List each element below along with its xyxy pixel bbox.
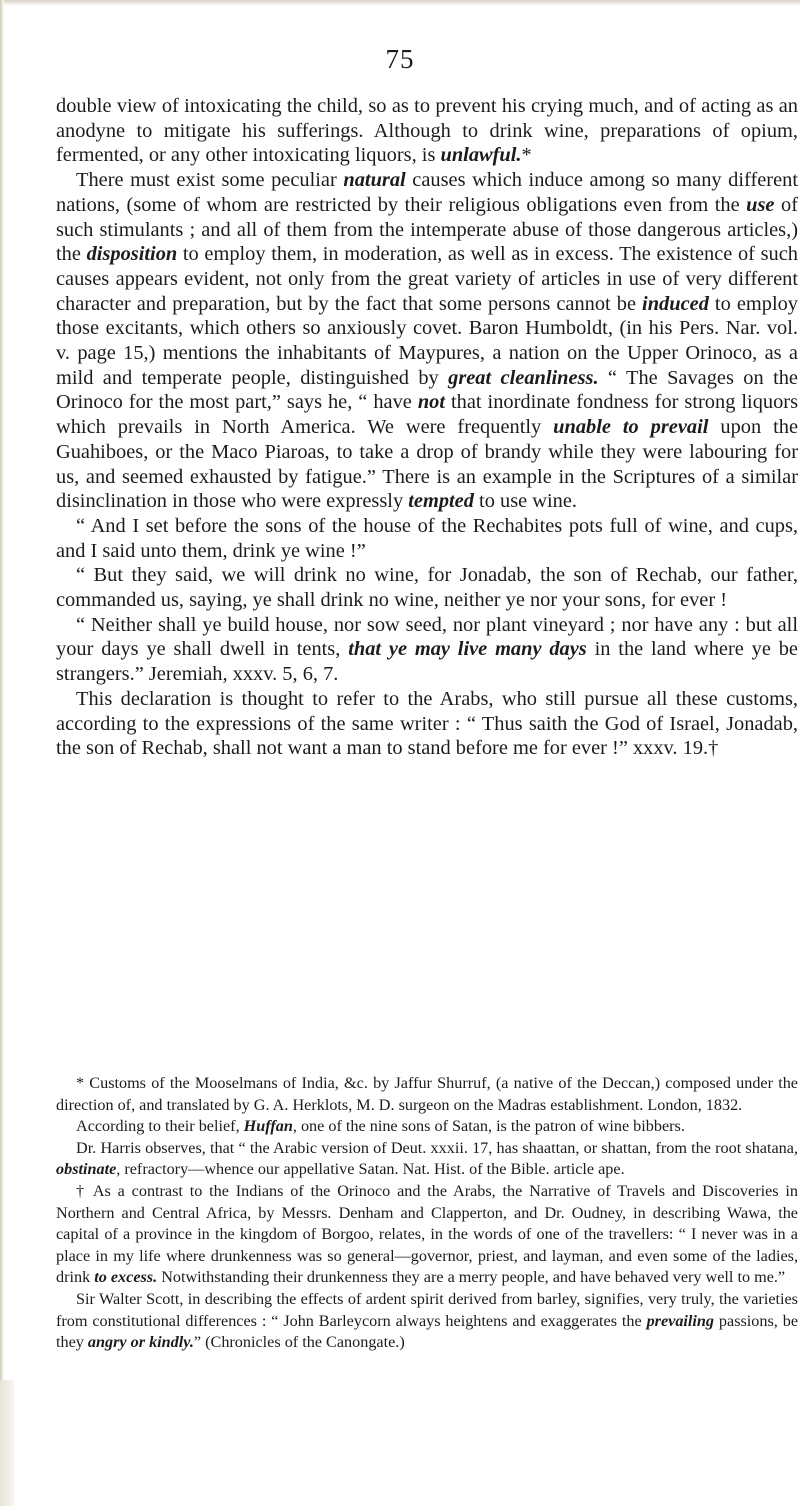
footnote-2: According to their belief, Huffan, one of the nine sons of Satan, is the patron of wine bibbers. — [76, 1117, 685, 1136]
footnote-3: Dr. Harris observes, that “ the Arabic version of Deut. xxxii. 17, has shaattan, or shattan, from the root shatana, obstinate, refractory—whence our appellative Satan. Nat. Hist. of the Bible. article ape. — [56, 1138, 798, 1179]
page-left-edge — [0, 0, 4, 1506]
page-edge-shadow — [0, 0, 800, 6]
footnotes — [56, 1073, 798, 1354]
scripture-quote-3: “ Neither shall ye build house, nor sow seed, nor plant vineyard ; nor have any : but all your days ye shall dwell in tents, that ye may live many days in the land where ye be strangers.” Jeremiah, xxxv. 5, 6, 7. — [56, 613, 798, 686]
footnote-5: Sir Walter Scott, in describing the effects of ardent spirit derived from barley, signifies, very truly, the varieties from constitutional differences : “ John Barleycorn always heightens and exaggerates the prevailing passions, be they angry or kindly.” (Chronicles of the Canongate.) — [56, 1289, 798, 1352]
page-number: 75 — [385, 44, 415, 74]
footnote-1: * Customs of the Mooselmans of India, &c. by Jaffur Shurruf, (a native of the Deccan,) composed under the direction of, and translated by G. A. Herklots, M. D. surgeon on the Madras establishment. London, 1832. — [56, 1074, 798, 1114]
body-text — [56, 94, 798, 761]
binding-gutter — [0, 1380, 14, 1506]
scripture-quote-1: “ And I set before the sons of the house of the Rechabites pots full of wine, and cups, and I said unto them, drink ye wine !” — [56, 514, 798, 562]
footnote-4: † As a contrast to the Indians of the Orinoco and the Arabs, the Narrative of Travels and Discoveries in Northern and Central Africa, by Messrs. Denham and Clapperton, and Dr. Oudney, in describing Wawa, the capital of a province in the kingdom of Borgoo, relates, in the words of one of the travellers: “ I never was in a place in my life where drunkenness was so general—governor, priest, and layman, and even some of the ladies, drink to excess. Notwithstanding their drunkenness they are a merry people, and have behaved very well to me.” — [56, 1181, 798, 1287]
paragraph-2: There must exist some peculiar natural causes which induce among so many different nations, (some of whom are restricted by their religious obligations even from the use of such stimulants ; and all of them from the intemperate abuse of those dangerous articles,) the disposition to employ them, in moderation, as well as in excess. The existence of such causes appears evident, not only from the great variety of articles in use of very different character and preparation, but by the fact that some persons cannot be induced to employ those excitants, which others so anxiously covet. Baron Humboldt, (in his Pers. Nar. vol. v. page 15,) mentions the inhabitants of Maypures, a nation on the Upper Orinoco, as a mild and temperate people, distinguished by great cleanliness. “ The Savages on the Orinoco for the most part,” says he, “ have not that inordinate fondness for strong liquors which prevails in North America. We were frequently unable to prevail upon the Guahiboes, or the Maco Piaroas, to take a drop of brandy while they were labouring for us, and seemed exhausted by fatigue.” There is an example in the Scriptures of a similar disinclination in those who were expressly tempted to use wine. — [56, 169, 799, 513]
paragraph-1: double view of intoxicating the child, so as to prevent his crying much, and of acting as an anodyne to mitigate his sufferings. Although to drink wine, preparations of opium, fermented, or any other intoxicating liquors, is unlawful.* — [56, 95, 798, 167]
paragraph-6: This declaration is thought to refer to the Arabs, who still pursue all these customs, according to the expressions of the same writer : “ Thus saith the God of Israel, Jonadab, the son of Rechab, shall not want a man to stand before me for ever !” xxxv. 19.† — [56, 687, 798, 760]
scripture-quote-2: “ But they said, we will drink no wine, for Jonadab, the son of Rechab, our father, commanded us, saying, ye shall drink no wine, neither ye nor your sons, for ever ! — [56, 564, 798, 612]
